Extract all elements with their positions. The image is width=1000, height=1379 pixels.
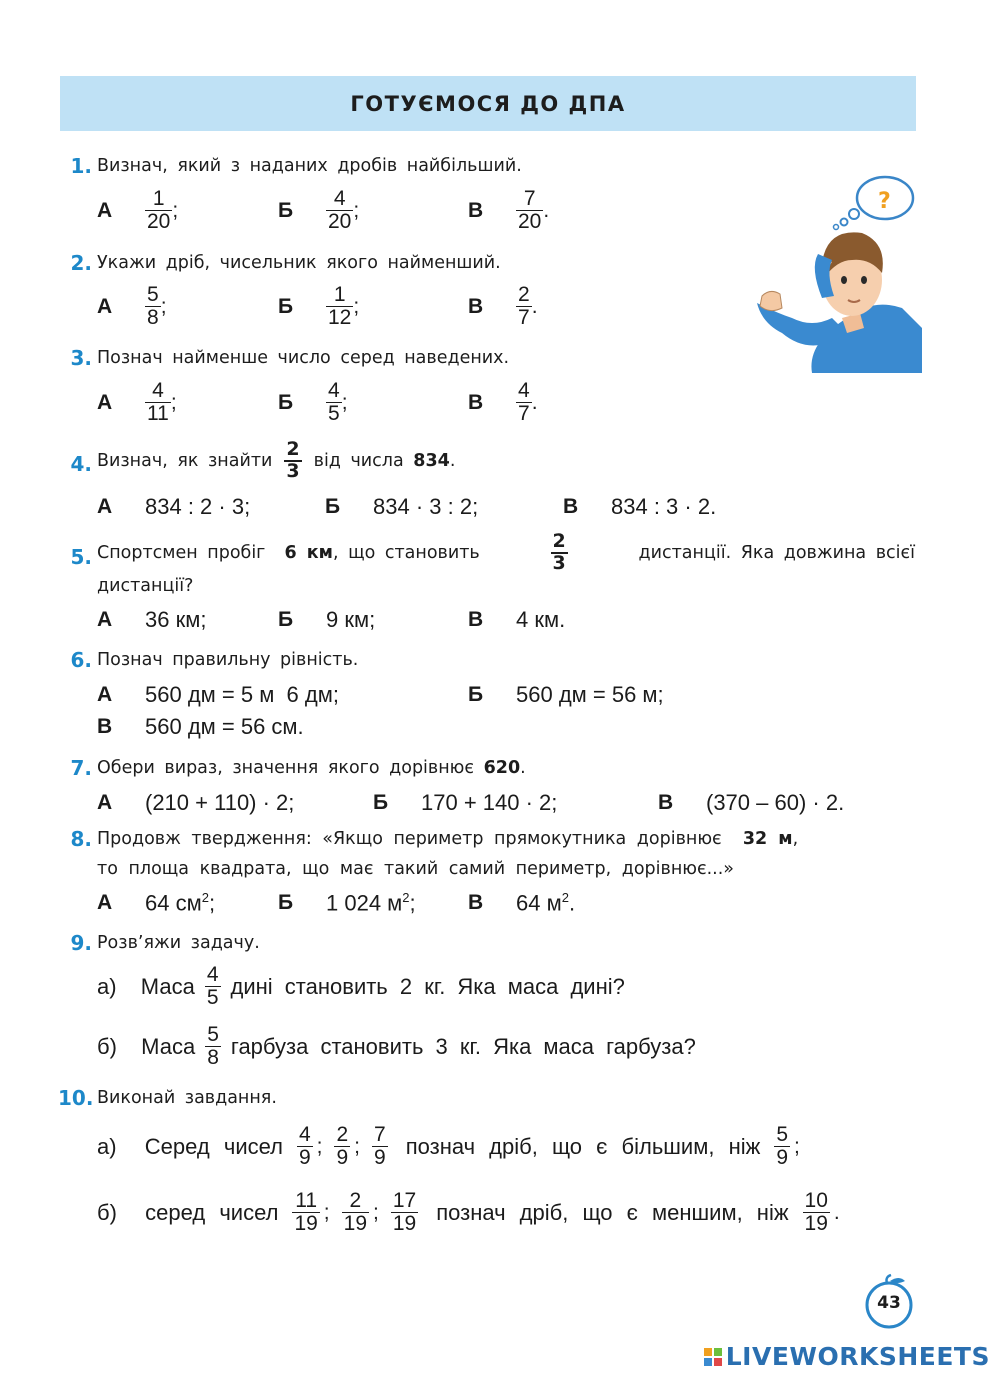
fraction: $\frac{1}{20}$ (147, 187, 171, 234)
text-part: гарбуза становить 3 кг. Яка маса гарбуза? (230, 1033, 696, 1059)
text-part: познач дріб, що є більшим, ніж (405, 1133, 761, 1159)
option-letter: А (97, 495, 113, 518)
bold-number: 620 (483, 758, 521, 778)
punctuation: ; (409, 890, 416, 916)
fraction: $\frac{5}{8}$ (207, 1023, 219, 1070)
option-letter: В (468, 198, 484, 222)
option-letter: Б (278, 891, 294, 915)
question-text: Укажи дріб, чисельник якого найменший. (97, 253, 501, 273)
question-text (97, 532, 915, 574)
option-text (145, 890, 215, 916)
option-letter: А (97, 294, 113, 318)
option-b[interactable] (278, 380, 348, 425)
punctuation: ; (172, 198, 179, 222)
option-a[interactable] (97, 890, 215, 916)
punctuation: ; (208, 890, 216, 916)
punctuation: . (568, 890, 576, 916)
exponent: 2 (402, 890, 410, 905)
option-text: 4 км. (516, 607, 566, 632)
fraction: $\frac{2}{7}$ (518, 283, 530, 330)
option-a[interactable] (97, 380, 177, 425)
fraction: $\frac{4}{11}$ (147, 379, 169, 426)
option-c[interactable] (468, 188, 549, 233)
question-number: 6. (70, 648, 92, 672)
question-text: Виконай завдання. (97, 1088, 277, 1108)
option-a[interactable] (97, 682, 339, 708)
fraction: $\frac{10}{19}$ (804, 1189, 828, 1236)
punctuation: ; (341, 390, 348, 414)
question-number: 9. (70, 931, 92, 955)
option-letter: А (97, 608, 113, 631)
question-text: Познач найменше число серед наведених. (97, 348, 510, 368)
subtask-label: б) (97, 1199, 117, 1225)
question-text: Познач правильну рівність. (97, 650, 359, 670)
subtask-label: а) (97, 973, 117, 999)
fraction: $\frac{4}{5}$ (206, 963, 219, 1010)
page-title: ГОТУЄМОСЯ ДО ДПА (350, 91, 626, 116)
option-a[interactable] (97, 790, 294, 816)
boy-figure (757, 232, 922, 373)
option-value: 64 см (145, 890, 202, 916)
question-number: 8. (70, 827, 92, 851)
option-b[interactable] (278, 890, 416, 916)
brand-logo[interactable] (704, 1342, 990, 1371)
option-letter: В (468, 294, 484, 318)
question-text-cont: дистанції? (97, 576, 194, 596)
punctuation: . (531, 294, 538, 318)
page-number: 43 (877, 1293, 901, 1313)
option-letter: Б (278, 608, 294, 631)
thinking-boy-illustration (752, 168, 922, 373)
brand-text: LIVEWORKSHEETS (725, 1342, 990, 1371)
question-number: 4. (70, 452, 92, 476)
text-part: . (520, 758, 526, 778)
liveworksheets-logo-icon (704, 1348, 722, 1366)
fraction: $\frac{4}{20}$ (328, 187, 352, 234)
fraction: $\frac{11}{19}$ (294, 1189, 318, 1236)
exponent: 2 (201, 890, 209, 905)
subtask-a (97, 964, 625, 1009)
option-letter: Б (278, 390, 294, 414)
text-part: дині становить 2 кг. Яка маса дині? (230, 973, 625, 999)
option-letter: А (97, 683, 113, 706)
fraction: $\frac{4}{7}$ (518, 379, 530, 426)
option-letter: В (468, 390, 484, 414)
option-letter: В (97, 715, 113, 738)
option-letter: Б (278, 198, 294, 222)
option-text: 560 дм = 56 м; (516, 682, 664, 707)
option-letter: А (97, 390, 113, 414)
subtask-b (97, 1024, 696, 1069)
subtask-b: б) серед чисел $\frac{11}{19}$ ; $\frac{2}{19}$ ; $\frac{17}{19}$ познач дріб, що є меншим, ніж $\frac{10}{19}$ . (97, 1189, 840, 1236)
text-part: . (449, 450, 456, 471)
subtask-a: а) Серед чисел $\frac{4}{9}$ ; $\frac{2}{9}$ ; $\frac{7}{9}$ познач дріб, що є більшим, ніж $\frac{5}{9}$ ; (97, 1123, 800, 1170)
question-text: Розв’яжи задачу. (97, 933, 260, 953)
fraction: $\frac{4}{5}$ (328, 379, 340, 426)
punctuation: ; (794, 1134, 800, 1158)
svg-text:?: ? (878, 189, 891, 214)
subtask-label: а) (97, 1133, 117, 1159)
option-text: 9 км; (326, 607, 376, 632)
punctuation: ; (353, 198, 360, 222)
option-c[interactable] (468, 607, 565, 633)
option-text (326, 890, 416, 916)
question-number: 3. (70, 346, 92, 370)
fraction: $\frac{5}{9}$ (776, 1123, 789, 1170)
fraction: $\frac{5}{8}$ (147, 283, 159, 330)
option-c[interactable] (658, 790, 844, 816)
text-part: Спортсмен пробіг (97, 542, 266, 563)
fraction: $\frac{2}{3}$ (286, 438, 300, 482)
punctuation: ; (170, 390, 177, 414)
option-letter: А (97, 198, 113, 222)
option-a[interactable] (97, 494, 250, 520)
option-letter: А (97, 891, 113, 915)
fraction: $\frac{1}{12}$ (328, 283, 352, 330)
punctuation: ; (353, 294, 360, 318)
option-letter: Б (373, 791, 389, 814)
text-part: , (792, 829, 799, 849)
option-text (516, 890, 575, 916)
option-text: 834 : 2 · 3; (145, 494, 251, 519)
question-number: 5. (70, 545, 92, 569)
fraction: $\frac{2}{3}$ (552, 530, 566, 574)
option-c[interactable] (468, 380, 538, 425)
question-number: 1. (70, 154, 92, 178)
option-letter: Б (325, 495, 341, 518)
option-a[interactable] (97, 607, 206, 633)
option-text: 36 км; (145, 607, 207, 632)
text-part: від числа (313, 450, 404, 471)
option-b[interactable] (373, 790, 557, 816)
option-c[interactable] (97, 714, 304, 740)
question-number: 10. (58, 1086, 94, 1110)
text-part: Обери вираз, значення якого дорівнює (97, 758, 475, 778)
option-text: 834 · 3 : 2; (373, 494, 479, 519)
punctuation: ; (160, 294, 167, 318)
option-c[interactable] (468, 284, 538, 329)
text-part: серед чисел (145, 1199, 279, 1225)
fraction: $\frac{2}{19}$ (343, 1189, 367, 1236)
option-b[interactable] (278, 188, 359, 233)
exponent: 2 (561, 890, 569, 905)
question-number: 7. (70, 756, 92, 780)
option-letter: А (97, 791, 113, 814)
option-letter: Б (278, 294, 294, 318)
option-text: (210 + 110) · 2; (145, 790, 295, 815)
bold-value: 32 м (742, 829, 793, 849)
text-part: познач дріб, що є меншим, ніж (436, 1199, 789, 1225)
bold-number: 834 (413, 450, 450, 471)
punctuation: . (543, 198, 550, 222)
fraction: $\frac{7}{20}$ (518, 187, 542, 234)
fraction: $\frac{4}{9}$ (298, 1123, 311, 1170)
punctuation: . (833, 1200, 840, 1224)
option-a[interactable] (97, 188, 178, 233)
question-text (97, 758, 526, 778)
option-text: 170 + 140 · 2; (421, 790, 558, 815)
question-number: 2. (70, 251, 92, 275)
option-text: 560 дм = 5 м 6 дм; (145, 682, 339, 707)
fraction: $\frac{7}{9}$ (374, 1123, 386, 1170)
option-letter: Б (468, 683, 484, 706)
option-b[interactable] (468, 682, 664, 708)
text-part: , що становить (332, 542, 480, 563)
option-letter: В (468, 891, 484, 915)
option-b[interactable] (325, 494, 478, 520)
option-value: 64 м (516, 890, 562, 916)
text-part: Визнач, як знайти (97, 450, 273, 471)
fraction: $\frac{2}{9}$ (336, 1123, 349, 1170)
option-value: 1 024 м (326, 890, 403, 916)
section-header (60, 76, 916, 131)
option-letter: В (563, 495, 579, 518)
option-c[interactable] (563, 494, 716, 520)
text-part: Маса (141, 1033, 196, 1059)
option-b[interactable] (278, 284, 359, 329)
option-text: 560 дм = 56 см. (145, 714, 304, 739)
option-letter: В (658, 791, 674, 814)
question-text (97, 440, 455, 482)
question-text-cont: то площа квадрата, що має такий самий периметр, дорівнює...» (97, 859, 734, 879)
option-b[interactable] (278, 607, 375, 633)
text-part: Маса (140, 973, 195, 999)
option-c[interactable] (468, 890, 575, 916)
text-part: дистанції. Яка довжина всієї (638, 542, 915, 563)
option-text: 834 : 3 · 2. (611, 494, 717, 519)
option-text: (370 – 60) · 2. (706, 790, 845, 815)
question-text (97, 829, 798, 849)
thought-bubble-icon (834, 177, 914, 230)
bold-value: 6 км (284, 542, 333, 563)
punctuation: . (531, 390, 538, 414)
text-part: Продовж твердження: «Якщо периметр прямокутника дорівнює (97, 829, 722, 849)
subtask-label: б) (97, 1033, 117, 1059)
option-letter: В (468, 608, 484, 631)
option-a[interactable] (97, 284, 167, 329)
text-part: Серед чисел (144, 1133, 283, 1159)
question-text: Визнач, який з наданих дробів найбільший. (97, 156, 522, 176)
fraction: $\frac{17}{19}$ (392, 1189, 417, 1236)
